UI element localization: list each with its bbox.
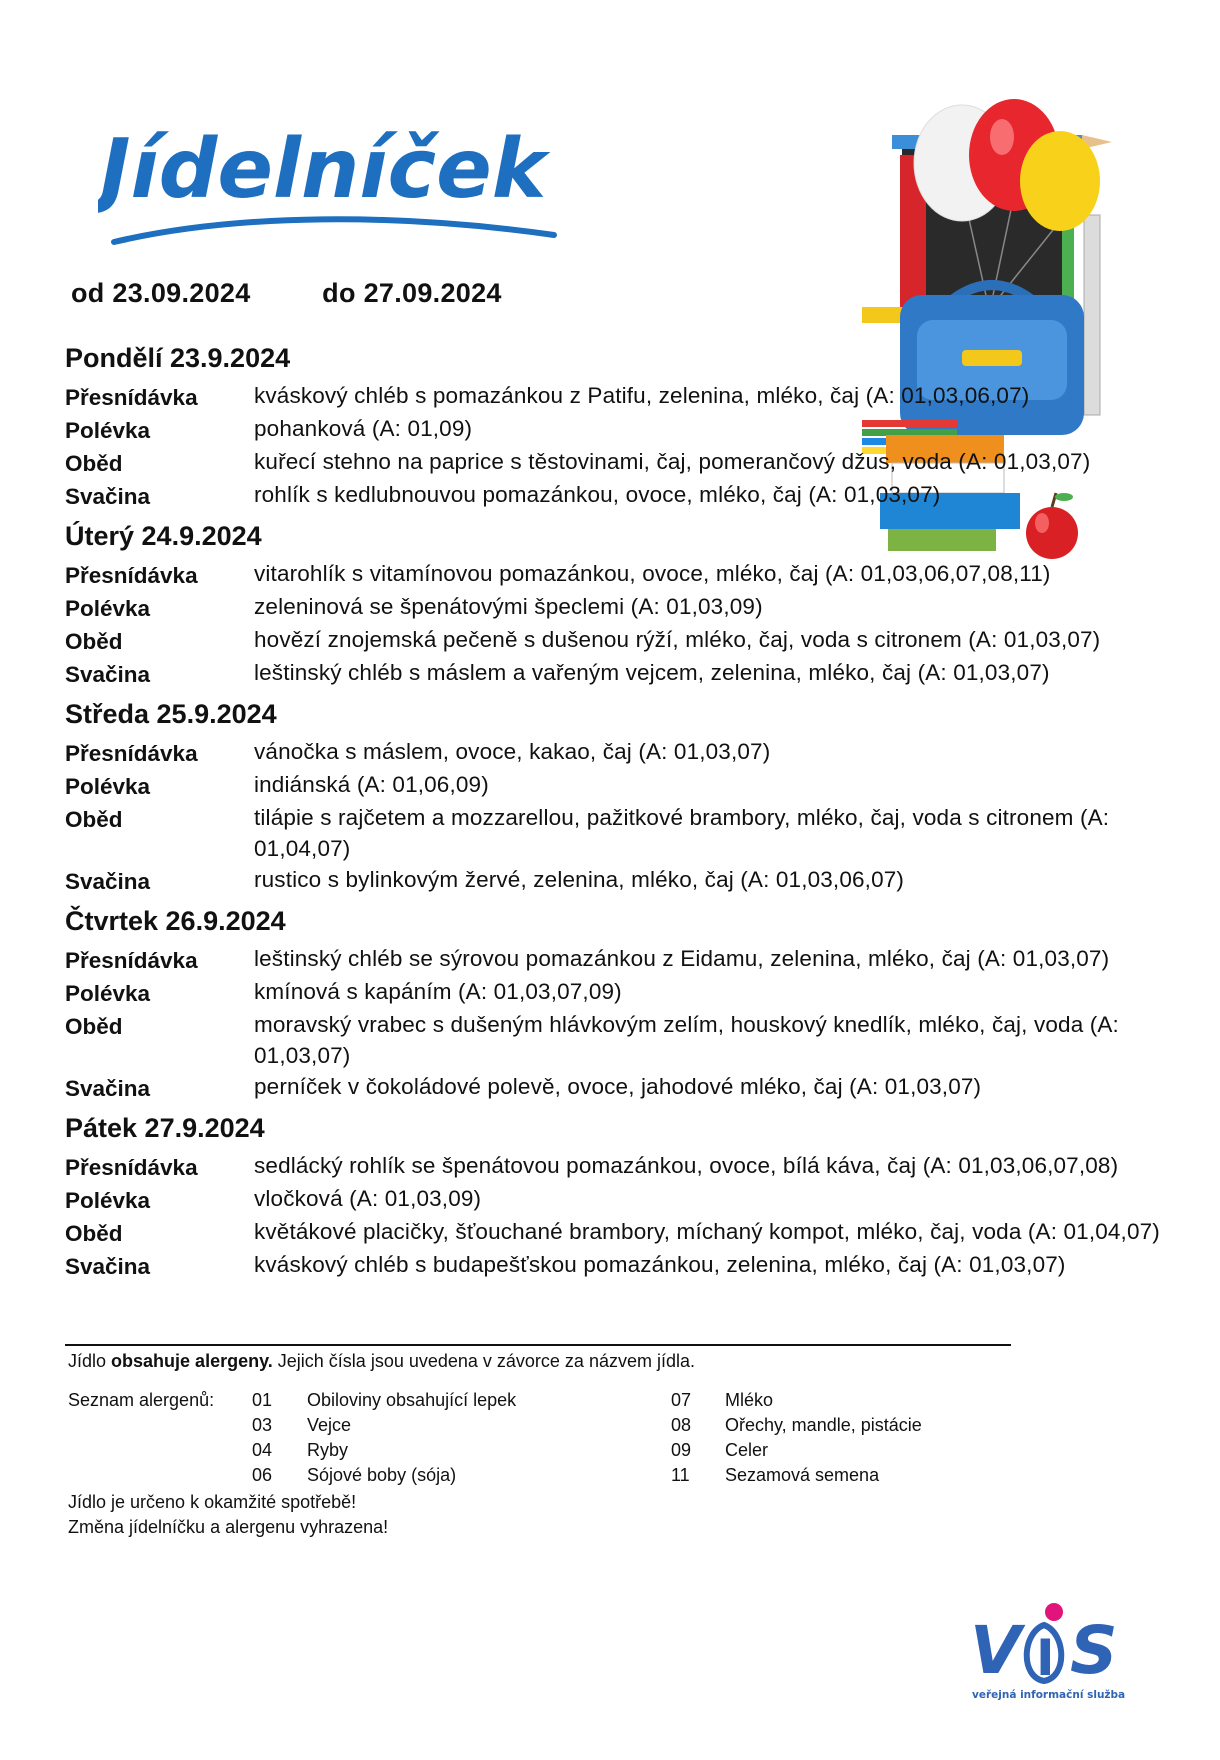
meal-text: leštinský chléb se sýrovou pomazánkou z Eidamu, zelenina, mléko, čaj (A: 01,03,07) xyxy=(254,946,1110,971)
meal-label: Polévka xyxy=(65,981,151,1006)
day-thursday xyxy=(65,899,1185,1104)
allergen-code: 08 xyxy=(671,1415,692,1435)
meal-label: Svačina xyxy=(65,1076,151,1101)
weekly-menu xyxy=(65,334,1185,1282)
meal-text: vločková (A: 01,03,09) xyxy=(254,1186,482,1211)
meal-label: Oběd xyxy=(65,451,123,476)
meal-row xyxy=(65,769,1185,802)
meal-text: sedlácký rohlík se špenátovou pomazánkou, ovoce, bílá káva, čaj (A: 01,03,06,07,08) xyxy=(254,1153,1119,1178)
allergen-code: 07 xyxy=(671,1390,692,1410)
allergen-name: Ořechy, mandle, pistácie xyxy=(725,1415,922,1435)
allergen-note xyxy=(68,1349,1168,1374)
meal-text: kuřecí stehno na paprice s těstovinami, čaj, pomerančový džus, voda (A: 01,03,07) xyxy=(254,449,1091,474)
meal-label: Svačina xyxy=(65,662,151,687)
footer xyxy=(68,1349,1168,1540)
meal-row xyxy=(65,446,1185,479)
meal-row xyxy=(65,864,1185,897)
title-underline-swoosh xyxy=(114,219,554,242)
meal-text: tilápie s rajčetem a mozzarellou, pažitkové brambory, mléko, čaj, voda s citronem (A: 01,04,07) xyxy=(254,805,1110,861)
notice-consumption: Jídlo je určeno k okamžité spotřebě! xyxy=(68,1492,357,1512)
allergen-column-left xyxy=(252,1388,667,1488)
allergen-code: 11 xyxy=(671,1465,690,1485)
meal-row xyxy=(65,591,1185,624)
meal-row xyxy=(65,624,1185,657)
meal-row xyxy=(65,1183,1185,1216)
allergen-name: Sezamová semena xyxy=(725,1465,880,1485)
meal-text: moravský vrabec s dušeným hlávkovým zelím, houskový knedlík, mléko, čaj, voda (A: 01,03,07) xyxy=(254,1012,1119,1068)
logo-pink-dot xyxy=(1045,1603,1063,1621)
date-to-label: do xyxy=(322,278,356,308)
note-suffix: Jejich čísla jsou uvedena v závorce za názvem jídla. xyxy=(277,1351,695,1371)
meal-row xyxy=(65,479,1185,512)
day-title: Středa 25.9.2024 xyxy=(65,699,277,729)
logo-letter-s: S xyxy=(1070,1612,1118,1689)
meal-text: perníček v čokoládové polevě, ovoce, jahodové mléko, čaj (A: 01,03,07) xyxy=(254,1074,982,1099)
notice-change: Změna jídelníčku a alergenu vyhrazena! xyxy=(68,1517,389,1537)
allergen-code: 01 xyxy=(252,1390,273,1410)
allergen-name: Ryby xyxy=(307,1440,349,1460)
date-range xyxy=(71,278,502,309)
meal-label: Svačina xyxy=(65,484,151,509)
meal-label: Oběd xyxy=(65,629,123,654)
meal-row xyxy=(65,1009,1185,1071)
meal-label: Polévka xyxy=(65,418,151,443)
vis-logo xyxy=(970,1595,1135,1705)
logo-tagline: veřejná informační služba xyxy=(972,1689,1126,1701)
meal-text: vitarohlík s vitamínovou pomazánkou, ovoce, mléko, čaj (A: 01,03,06,07,08,11) xyxy=(254,561,1051,586)
meal-label: Svačina xyxy=(65,1254,151,1279)
allergen-list xyxy=(68,1388,1168,1488)
meal-row xyxy=(65,1216,1185,1249)
page-title: Jídelníček xyxy=(100,122,547,217)
meal-label: Polévka xyxy=(65,596,151,621)
meal-row xyxy=(65,976,1185,1009)
notices xyxy=(68,1490,1168,1540)
meal-label: Polévka xyxy=(65,774,151,799)
meal-label: Přesnídávka xyxy=(65,741,198,766)
meal-text: rustico s bylinkovým žervé, zelenina, mléko, čaj (A: 01,03,06,07) xyxy=(254,867,905,892)
meal-label: Přesnídávka xyxy=(65,948,198,973)
meal-label: Oběd xyxy=(65,807,123,832)
meal-label: Přesnídávka xyxy=(65,563,198,588)
meal-text: hovězí znojemská pečeně s dušenou rýží, mléko, čaj, voda s citronem (A: 01,03,07) xyxy=(254,627,1101,652)
date-from: 23.09.2024 xyxy=(112,278,251,308)
day-title: Pátek 27.9.2024 xyxy=(65,1113,265,1143)
meal-text: kmínová s kapáním (A: 01,03,07,09) xyxy=(254,979,622,1004)
allergen-code: 09 xyxy=(671,1440,692,1460)
meal-row xyxy=(65,802,1185,864)
allergen-name: Vejce xyxy=(307,1415,352,1435)
allergen-code: 06 xyxy=(252,1465,273,1485)
meal-label: Oběd xyxy=(65,1221,123,1246)
meal-text: pohanková (A: 01,09) xyxy=(254,416,473,441)
meal-text: vánočka s máslem, ovoce, kakao, čaj (A: 01,03,07) xyxy=(254,739,771,764)
day-title: Úterý 24.9.2024 xyxy=(65,521,262,551)
jidelnicek-title-logo xyxy=(98,105,568,265)
day-tuesday xyxy=(65,514,1185,690)
allergen-name: Obiloviny obsahující lepek xyxy=(307,1390,517,1410)
logo-letter-v: V xyxy=(970,1612,1022,1689)
allergen-name: Celer xyxy=(725,1440,769,1460)
note-bold: obsahuje alergeny. xyxy=(111,1351,273,1371)
day-monday xyxy=(65,336,1185,512)
day-title: Čtvrtek 26.9.2024 xyxy=(65,906,286,936)
meal-text: květákové placičky, šťouchané brambory, míchaný kompot, mléko, čaj, voda (A: 01,04,07) xyxy=(254,1219,1160,1244)
meal-label: Přesnídávka xyxy=(65,385,198,410)
meal-text: zeleninová se špenátovými špeclemi (A: 01,03,09) xyxy=(254,594,763,619)
allergen-caption: Seznam alergenů: xyxy=(68,1390,215,1410)
day-wednesday xyxy=(65,692,1185,897)
meal-row xyxy=(65,657,1185,690)
logo-letter-i: I xyxy=(1036,1629,1055,1687)
meal-label: Oběd xyxy=(65,1014,123,1039)
meal-row xyxy=(65,380,1185,413)
meal-text: kváskový chléb s pomazánkou z Patifu, zelenina, mléko, čaj (A: 01,03,06,07) xyxy=(254,383,1030,408)
date-from-label: od xyxy=(71,278,105,308)
meal-row xyxy=(65,943,1185,976)
meal-row xyxy=(65,1150,1185,1183)
day-friday xyxy=(65,1106,1185,1282)
allergen-column-right xyxy=(671,1388,1025,1488)
meal-text: indiánská (A: 01,06,09) xyxy=(254,772,489,797)
allergen-code: 03 xyxy=(252,1415,273,1435)
allergen-code: 04 xyxy=(252,1440,273,1460)
meal-row xyxy=(65,1249,1185,1282)
meal-label: Přesnídávka xyxy=(65,1155,198,1180)
allergen-name: Sójové boby (sója) xyxy=(307,1465,457,1485)
day-title: Pondělí 23.9.2024 xyxy=(65,343,291,373)
meal-text: rohlík s kedlubnouvou pomazánkou, ovoce, mléko, čaj (A: 01,03,07) xyxy=(254,482,941,507)
meal-row xyxy=(65,413,1185,446)
divider-line xyxy=(65,1344,1011,1346)
meal-row xyxy=(65,558,1185,591)
meal-row xyxy=(65,736,1185,769)
meal-label: Svačina xyxy=(65,869,151,894)
allergen-name: Mléko xyxy=(725,1390,774,1410)
meal-text: leštinský chléb s máslem a vařeným vejcem, zelenina, mléko, čaj (A: 01,03,07) xyxy=(254,660,1050,685)
meal-label: Polévka xyxy=(65,1188,151,1213)
meal-text: kváskový chléb s budapešťskou pomazánkou, zelenina, mléko, čaj (A: 01,03,07) xyxy=(254,1252,1066,1277)
note-prefix: Jídlo xyxy=(68,1351,107,1371)
date-to: 27.09.2024 xyxy=(363,278,502,308)
yellow-balloon xyxy=(1020,131,1100,231)
meal-row xyxy=(65,1071,1185,1104)
